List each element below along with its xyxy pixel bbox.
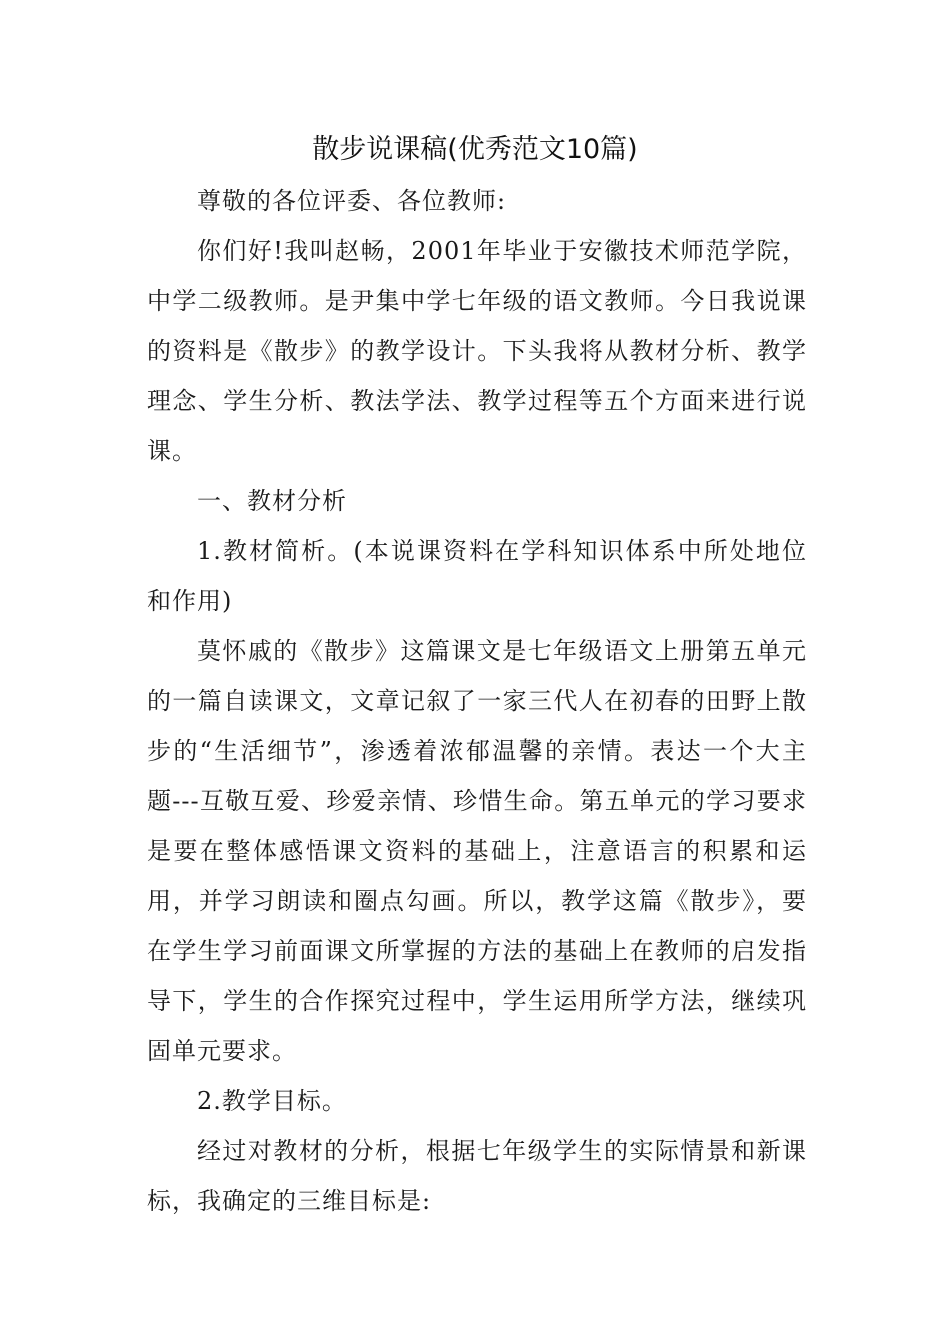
section-heading-textbook-analysis: 一、教材分析 [197, 487, 347, 515]
subsection-heading-textbook-brief: 1.教材简析。(本说课资料在学科知识体系中所处地位和作用) [147, 537, 807, 615]
introduction-paragraph: 你们好!我叫赵畅，2001年毕业于安徽技术师范学院，中学二级教师。是尹集中学七年级的语文教师。今日我说课的资料是《散步》的教学设计。下头我将从教材分析、教学理念、学生分析、教法学法、教学过程等五个方面来进行说课。 [147, 237, 807, 465]
teaching-goals-paragraph: 经过对教材的分析，根据七年级学生的实际情景和新课标，我确定的三维目标是: [147, 1137, 807, 1215]
document-title: 散步说课稿(优秀范文10篇) [312, 134, 638, 165]
document-body [147, 176, 807, 1226]
salutation-paragraph: 尊敬的各位评委、各位教师: [197, 187, 507, 215]
subsection-heading-teaching-goals: 2.教学目标。 [197, 1087, 347, 1115]
textbook-analysis-paragraph: 莫怀戚的《散步》这篇课文是七年级语文上册第五单元的一篇自读课文，文章记叙了一家三代人在初春的田野上散步的“生活细节”，渗透着浓郁温馨的亲情。表达一个大主题---互敬互爱、珍爱亲情、珍惜生命。第五单元的学习要求是要在整体感悟课文资料的基础上，注意语言的积累和运用，并学习朗读和圈点勾画。所以，教学这篇《散步》，要在学生学习前面课文所掌握的方法的基础上在教师的启发指导下，学生的合作探究过程中，学生运用所学方法，继续巩固单元要求。 [147, 637, 807, 1065]
